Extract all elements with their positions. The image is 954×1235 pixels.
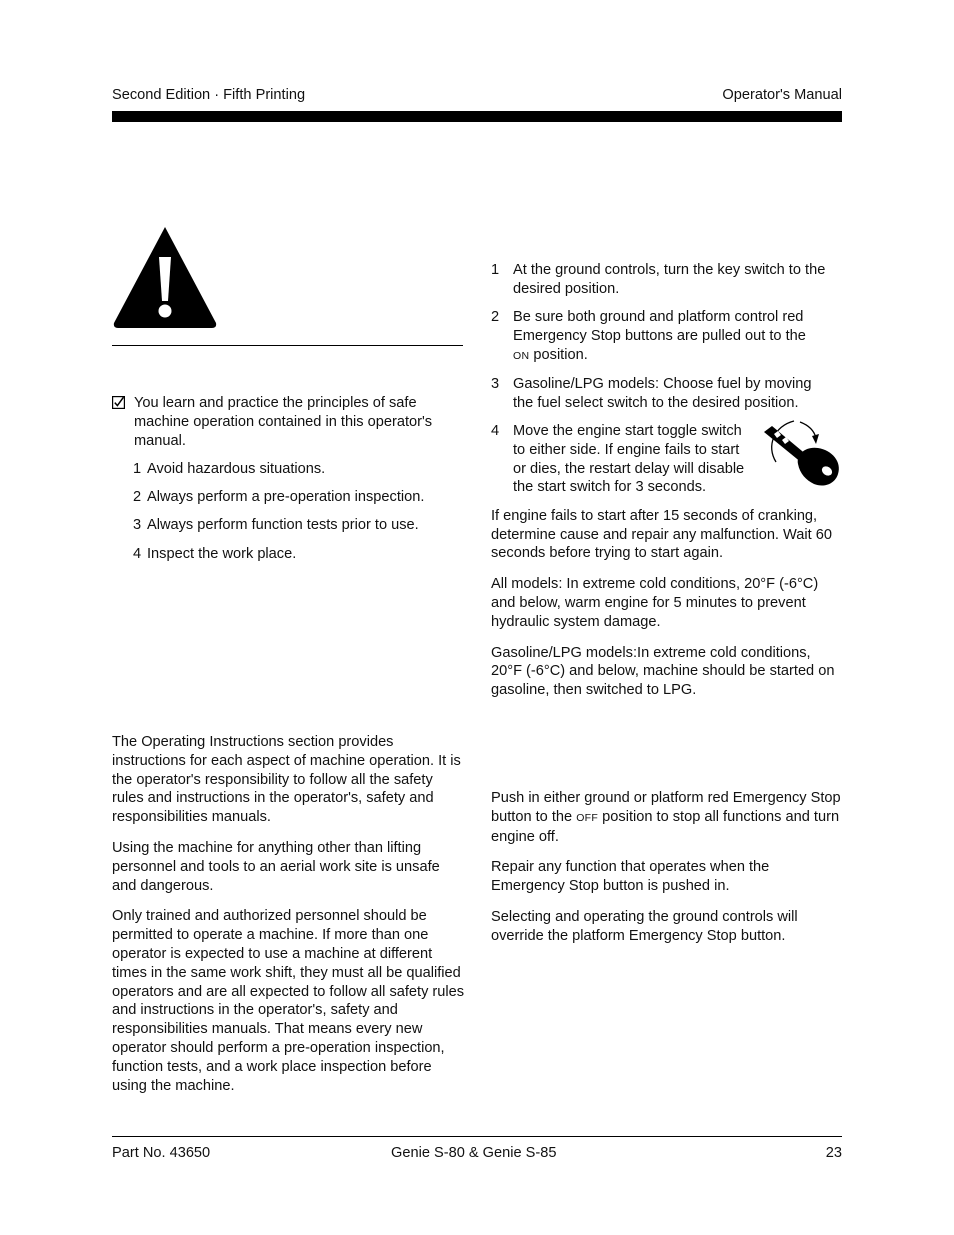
emergency-stop-section [491, 789, 843, 958]
start-note: All models: In extreme cold conditions, 20°F (-6°C) and below, warm engine for 5 minutes to prevent hydraulic system damage. [491, 576, 819, 630]
subitem-text: Inspect the work place. [147, 545, 297, 562]
estop-paragraph: Repair any function that operates when the Emergency Stop button is pushed in. [491, 859, 770, 895]
step-text: Gasoline/LPG models: Choose fuel by moving the fuel select switch to the desired position. [513, 375, 812, 411]
start-step [491, 375, 833, 413]
footer-model: Genie S-80 & Genie S-85 [391, 1145, 557, 1161]
subitem-text: Avoid hazardous situations. [147, 460, 326, 477]
estop-text: Push in either ground or platform red Emergency Stop button to the [491, 790, 841, 825]
start-step [491, 261, 843, 299]
footer-rule [112, 1136, 842, 1137]
subitem-number: 2 [133, 489, 142, 506]
start-step [491, 422, 755, 497]
subitem-number: 3 [133, 517, 142, 534]
intro-section [112, 733, 467, 1107]
intro-paragraph: The Operating Instructions section provides instructions for each aspect of machine operation. It is the operator's responsibility to follow all the safety rules and instructions in the operator's, safety and responsibilities manuals. [112, 734, 461, 826]
intro-paragraph: Only trained and authorized personnel should be permitted to operate a machine. If more than one operator is expected to use a machine at different times in the same work shift, they must all be qualified operators and are all expected to follow all safety rules and instructions in the operator's, safety and responsibilities manuals. That means every new operator should perform a pre-operation inspection, function tests, and a work place inspection before using the machine. [112, 908, 465, 1094]
estop-paragraph [491, 789, 843, 846]
start-note: Gasoline/LPG models:In extreme cold conditions, 20°F (-6°C) and below, machine should be started on gasoline, then switched to LPG. [491, 644, 835, 699]
header-rule [112, 111, 842, 122]
subitem-number: 4 [133, 545, 142, 562]
subitem-number: 1 [133, 460, 142, 477]
checklist-subitem [112, 545, 467, 564]
step-text: Move the engine start toggle switch to either side. If engine fails to start or dies, the restart delay will disable the start switch for 3 seconds. [513, 423, 745, 496]
step-text-end: position. [529, 346, 588, 363]
estop-text-end: position to stop all functions and turn engine off. [491, 808, 840, 845]
safety-checklist [112, 394, 467, 573]
subitem-text: Always perform a pre-operation inspection. [147, 489, 425, 506]
step-number: 1 [491, 262, 500, 278]
footer-part-number: Part No. 43650 [112, 1145, 211, 1161]
estop-paragraph: Selecting and operating the ground controls will override the platform Emergency Stop button. [491, 908, 798, 944]
intro-paragraph: Using the machine for anything other than lifting personnel and tools to an aerial work site is unsafe and dangerous. [112, 839, 440, 894]
header-edition: Second Edition · Fifth Printing [112, 87, 306, 103]
start-step [491, 308, 843, 365]
step-text: Be sure both ground and platform control red Emergency Stop buttons are pulled out to the [513, 309, 806, 344]
warning-divider [112, 345, 463, 346]
step-number: 2 [491, 309, 500, 326]
checklist-subitem [112, 488, 467, 507]
checklist-main-item [112, 394, 467, 450]
checklist-main-text: You learn and practice the principles of safe machine operation contained in this operator's manual. [134, 395, 433, 449]
checklist-subitem [112, 516, 467, 535]
step-text: At the ground controls, turn the key switch to the desired position. [513, 262, 826, 297]
off-label: OFF [576, 811, 599, 824]
step-number: 3 [491, 375, 500, 392]
key-turn-icon [760, 418, 842, 490]
on-label: ON [513, 349, 530, 362]
header-manual-title: Operator's Manual [722, 87, 842, 103]
start-note: If engine fails to start after 15 seconds of cranking, determine cause and repair any malfunction. Wait 60 seconds before trying to start again. [491, 507, 832, 562]
step-number: 4 [491, 423, 500, 440]
subitem-text: Always perform function tests prior to use. [147, 517, 419, 534]
checkbox-checked-icon [112, 396, 125, 409]
checklist-subitem [112, 460, 467, 479]
warning-triangle-icon [112, 225, 218, 329]
page-number: 23 [825, 1145, 842, 1161]
